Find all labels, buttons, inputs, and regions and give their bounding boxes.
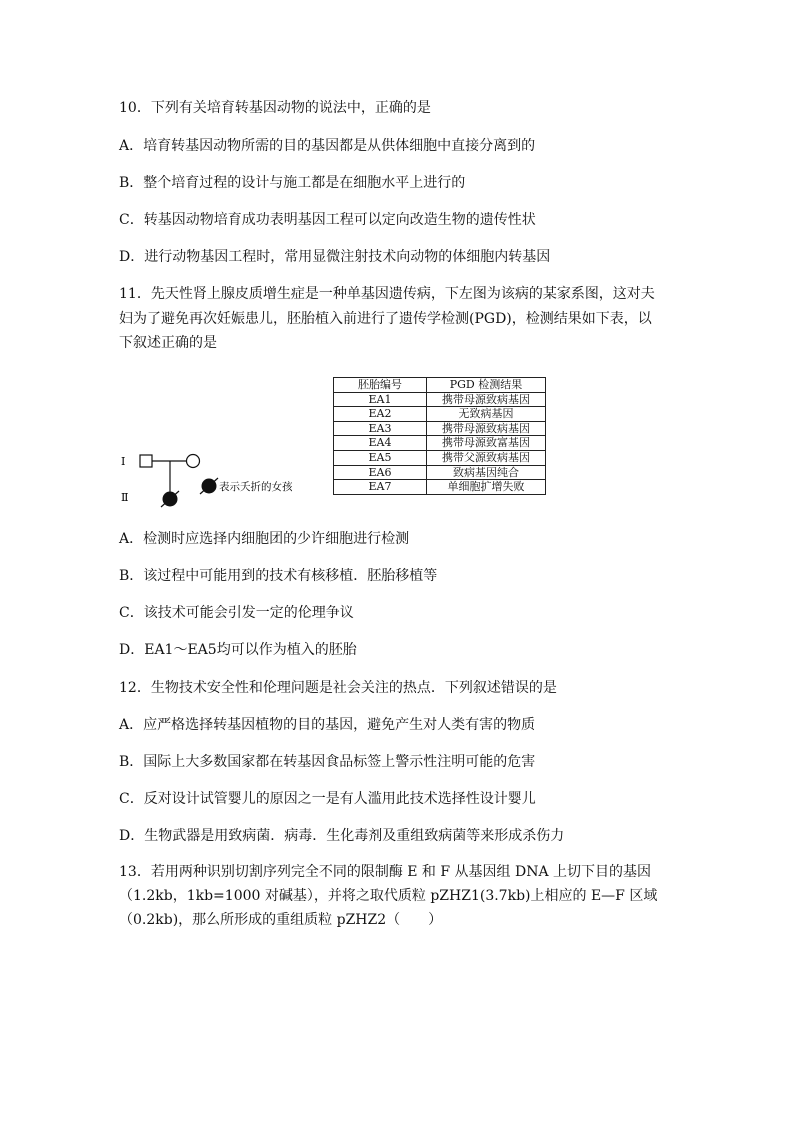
pedigree-gen-2-label: Ⅱ — [121, 491, 129, 504]
table-cell-result: 携带母源致富基因 — [427, 436, 546, 451]
table-header-embryo-id: 胚胎编号 — [334, 378, 427, 393]
table-cell-result: 无致病基因 — [427, 407, 546, 422]
pedigree-legend-text: 表示夭折的女孩 — [219, 481, 293, 493]
table-header-row — [334, 378, 546, 393]
q12-option-a: A．应严格选择转基因植物的目的基因，避免产生对人类有害的物质 — [119, 717, 536, 733]
q12-option-d: D．生物武器是用致病菌．病毒．生化毒剂及重组致病菌等来形成杀伤力 — [119, 828, 565, 844]
pedigree-diagram — [115, 445, 315, 510]
q11-stem-line-2: 妇为了避免再次妊娠患儿，胚胎植入前进行了遗传学检测(PGD)，检测结果如下表，以 — [119, 311, 652, 327]
q11-option-c: C．该技术可能会引发一定的伦理争议 — [119, 605, 354, 621]
table-row — [334, 392, 546, 407]
q12-option-c: C．反对设计试管婴儿的原因之一是有人滥用此技术选择性设计婴儿 — [119, 791, 536, 807]
table-cell-embryo: EA3 — [334, 421, 427, 436]
pgd-results-table — [333, 377, 546, 495]
q10-option-a: A．培育转基因动物所需的目的基因都是从供体细胞中直接分离到的 — [119, 138, 536, 154]
table-row — [334, 465, 546, 480]
q10-stem: 10．下列有关培育转基因动物的说法中，正确的是 — [119, 100, 431, 116]
table-cell-result: 致病基因纯合 — [427, 465, 546, 480]
q12-option-b: B．国际上大多数国家都在转基因食品标签上警示性注明可能的危害 — [119, 754, 536, 770]
table-cell-result: 携带父源致病基因 — [427, 450, 546, 465]
q11-option-a: A．检测时应选择内细胞团的少许细胞进行检测 — [119, 531, 410, 547]
table-cell-embryo: EA1 — [334, 392, 427, 407]
table-cell-embryo: EA2 — [334, 407, 427, 422]
pedigree-gen-1-label: Ⅰ — [121, 455, 126, 468]
q11-option-b: B．该过程中可能用到的技术有核移植．胚胎移植等 — [119, 568, 438, 584]
table-cell-embryo: EA6 — [334, 465, 427, 480]
table-cell-result: 携带母源致病基因 — [427, 392, 546, 407]
table-cell-result: 携带母源致病基因 — [427, 421, 546, 436]
table-cell-embryo: EA5 — [334, 450, 427, 465]
table-cell-embryo: EA7 — [334, 480, 427, 495]
q12-stem: 12．生物技术安全性和伦理问题是社会关注的热点．下列叙述错误的是 — [119, 680, 557, 696]
table-row — [334, 480, 546, 495]
q10-option-d: D．进行动物基因工程时，常用显微注射技术向动物的体细胞内转基因 — [119, 249, 551, 265]
q13-text: 13．若用两种识别切割序列完全不同的限制酶 E 和 F 从基因组 DNA 上切下目的基因（1.2kb，1kb=1000 对碱基），并将之取代质粒 pZHZ1(3.7kb)上相应的 E—F 区域（0.2kb)，那么所形成的重组质粒 pZHZ2（ ） — [119, 864, 658, 928]
table-cell-embryo: EA4 — [334, 436, 427, 451]
table-row — [334, 436, 546, 451]
q11-stem-line-1: 11．先天性肾上腺皮质增生症是一种单基因遗传病，下左图为该病的某家系图，这对夫 — [119, 286, 655, 302]
table-row — [334, 450, 546, 465]
table-header-pgd-result: PGD 检测结果 — [427, 378, 546, 393]
pedigree-mother-circle — [187, 455, 200, 468]
q10-option-b: B．整个培育过程的设计与施工都是在细胞水平上进行的 — [119, 175, 466, 191]
pedigree-father-square — [140, 455, 152, 467]
table-row — [334, 407, 546, 422]
q11-stem-line-3: 下叙述正确的是 — [119, 335, 217, 351]
table-row — [334, 421, 546, 436]
q10-option-c: C．转基因动物培育成功表明基因工程可以定向改造生物的遗传性状 — [119, 212, 536, 228]
q11-option-d: D．EA1～EA5均可以作为植入的胚胎 — [119, 642, 357, 658]
table-cell-result: 单细胞扩增失败 — [427, 480, 546, 495]
